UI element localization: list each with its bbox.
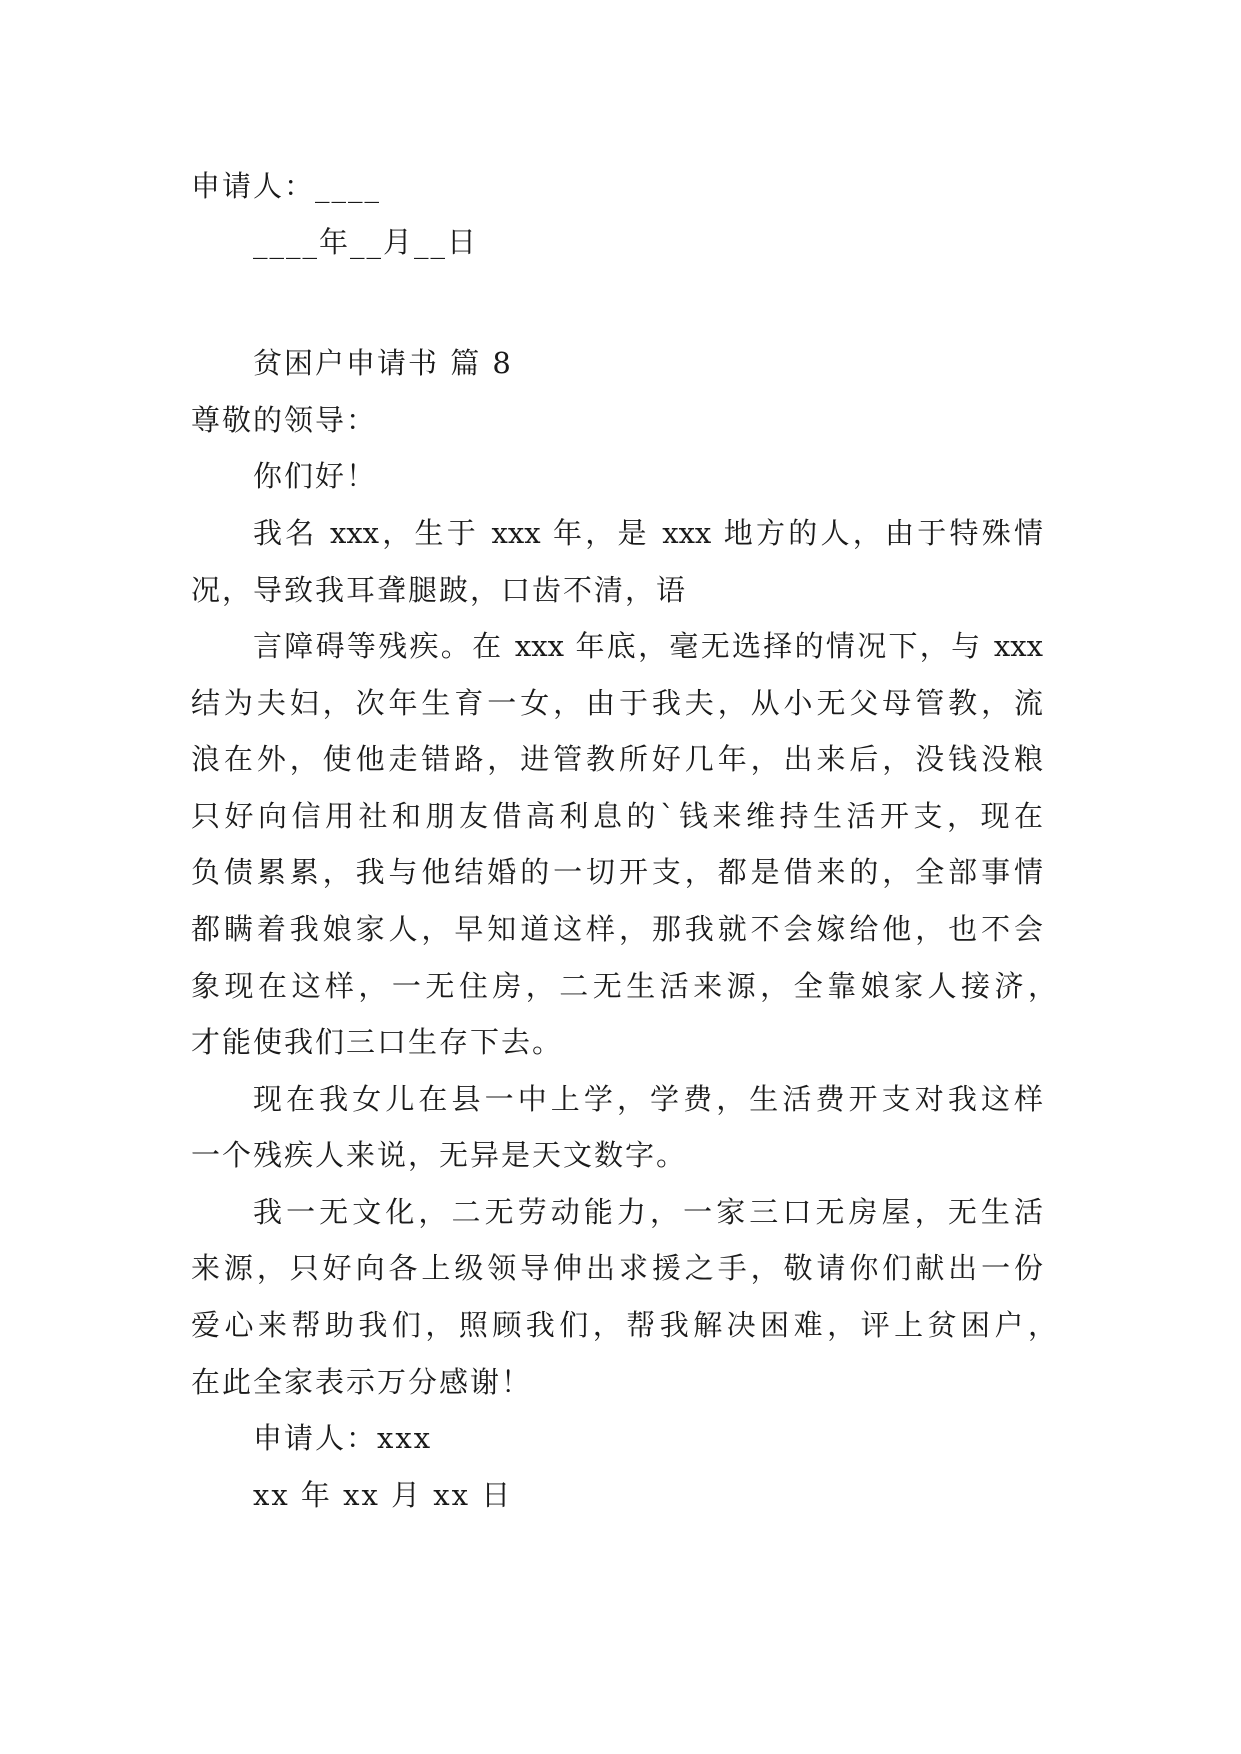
body-line: 现在我女儿在县一中上学，学费，生活费开支对我这样 <box>253 1082 1043 1116</box>
body-line: 才能使我们三口生存下去。 <box>191 1025 564 1059</box>
letter-title: 贫困户申请书 篇 8 <box>253 346 513 380</box>
body-line: 来源，只好向各上级领导伸出求援之手，敬请你们献出一份 <box>191 1251 1043 1285</box>
body-line: 一个残疾人来说，无异是天文数字。 <box>191 1138 688 1172</box>
body-line: 在此全家表示万分感谢！ <box>191 1365 533 1399</box>
body-line: 我名 xxx，生于 xxx 年，是 xxx 地方的人，由于特殊情 <box>253 516 1043 550</box>
body-line: 结为夫妇，次年生育一女，由于我夫，从小无父母管教，流 <box>191 686 1043 720</box>
applicant-blank-line: 申请人：____ <box>191 169 382 203</box>
applicant-signature: 申请人：xxx <box>253 1421 433 1455</box>
body-line: 都瞒着我娘家人，早知道这样，那我就不会嫁给他，也不会 <box>191 912 1043 946</box>
body-line: 只好向信用社和朋友借高利息的`钱来维持生活开支，现在 <box>191 799 1043 833</box>
signature-date: xx 年 xx 月 xx 日 <box>253 1478 513 1512</box>
body-line: 况，导致我耳聋腿跛，口齿不清，语 <box>191 573 688 607</box>
salutation: 尊敬的领导： <box>191 403 378 437</box>
body-line: 我一无文化，二无劳动能力，一家三口无房屋，无生活 <box>253 1195 1043 1229</box>
body-line: 负债累累，我与他结婚的一切开支，都是借来的，全部事情 <box>191 855 1043 889</box>
body-line: 象现在这样，一无住房，二无生活来源，全靠娘家人接济， <box>191 969 1057 1003</box>
body-line: 浪在外，使他走错路，进管教所好几年，出来后，没钱没粮 <box>191 742 1043 776</box>
body-line: 言障碍等残疾。在 xxx 年底，毫无选择的情况下，与 xxx <box>253 629 1043 663</box>
date-blank-line: ____年__月__日 <box>253 225 479 259</box>
greeting: 你们好！ <box>253 459 378 493</box>
body-line: 爱心来帮助我们，照顾我们，帮我解决困难，评上贫困户， <box>191 1308 1057 1342</box>
